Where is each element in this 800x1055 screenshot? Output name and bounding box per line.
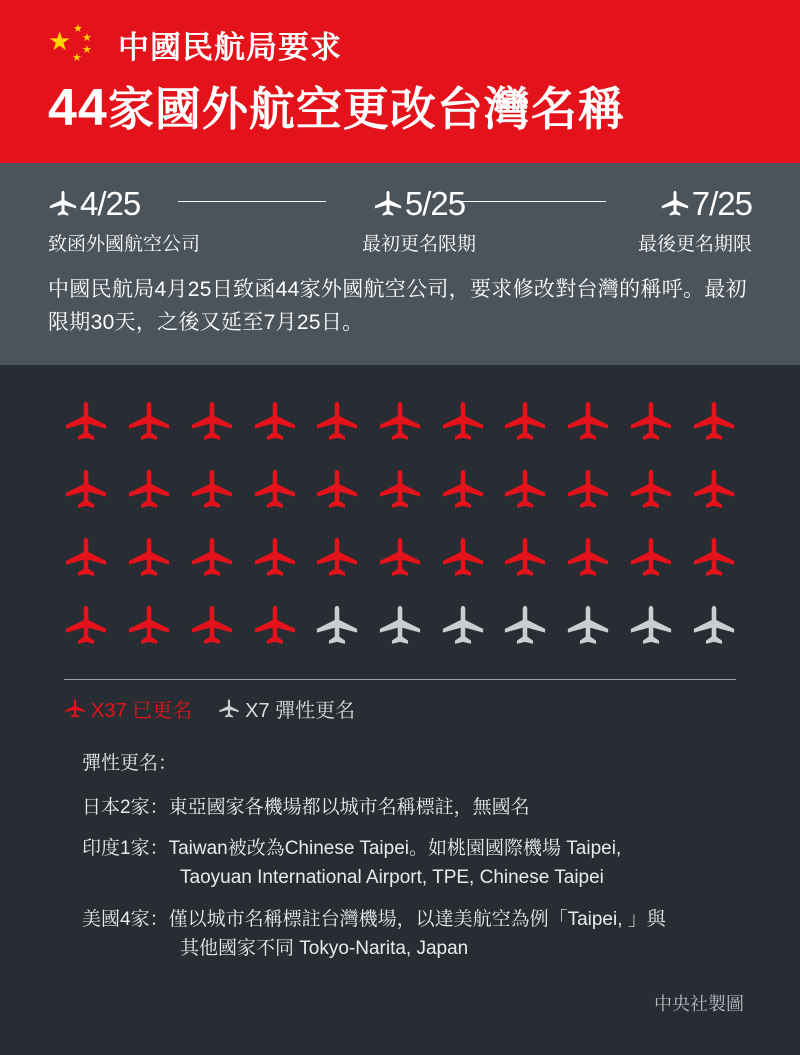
airplane-icon [64,698,86,720]
timeline-item-1-label: 致函外國航空公司 [48,234,201,255]
airplane-icon [126,399,172,445]
airplane-icon [502,399,548,445]
airplane-icon [314,603,360,649]
legend-flexible-label: X7 彈性更名 [245,700,356,723]
timeline-item-2 [362,185,476,256]
airplane-icon [660,189,690,219]
airplane-icon [565,603,611,649]
airplane-icon [691,399,737,445]
airplane-icon [565,399,611,445]
airplane-icon [691,467,737,513]
airplane-icon [691,603,737,649]
note-line-japan-main: 日本2家：東亞國家各機場都以城市名稱標註，無國名 [82,796,530,818]
airplane-icon [628,603,674,649]
legend-renamed-label: X37 已更名 [91,700,193,723]
page-title-number: 44 [48,79,108,137]
airplane-icon [252,399,298,445]
notes-section [0,723,800,964]
airplane-icon [252,535,298,581]
timeline-item-3-row [660,185,752,223]
airplane-icon [126,535,172,581]
airplane-icon [628,467,674,513]
airplane-icon [502,603,548,649]
airplane-icon [126,467,172,513]
airplane-icon [691,535,737,581]
plane-grid [58,399,742,649]
grid-divider [64,679,736,680]
note-line-usa-cont: 其他國家不同 Tokyo-Narita, Japan [180,938,469,960]
airplane-icon [189,603,235,649]
timeline-item-2-date: 5/25 [404,185,466,222]
timeline [48,185,752,256]
timeline-connector-1 [178,201,326,202]
legend-item-renamed [64,694,192,723]
airplane-icon [373,189,403,219]
timeline-item-1 [48,185,200,256]
airplane-icon [218,698,240,720]
airplane-icon [63,603,109,649]
airplane-icon [63,399,109,445]
airplane-icon [377,399,423,445]
airplane-icon [502,535,548,581]
airplane-icon [440,399,486,445]
note-line-usa-main: 美國4家：僅以城市名稱標註台灣機場，以達美航空為例「Taipei, 」與 [82,908,666,930]
notes-heading: 彈性更名： [82,753,178,775]
airplane-icon [189,535,235,581]
airplane-icon [252,467,298,513]
header [0,0,800,163]
timeline-description: 中國民航局4月25日致函44家外國航空公司，要求修改對台灣的稱呼。最初限期30天，之後又延至7月25日。 [48,278,747,334]
airplane-icon [440,535,486,581]
airplane-icon [628,399,674,445]
airplane-icon [502,467,548,513]
note-line-india-cont: Taoyuan International Airport, TPE, Chinese Taipei [180,867,604,889]
airplane-icon [628,535,674,581]
airplane-icon [377,535,423,581]
timeline-item-3-label: 最後更名期限 [637,234,752,255]
credit: 中央社製圖 [654,993,744,1014]
header-subtitle: 中國民航局要求 [118,30,342,65]
timeline-item-2-label: 最初更名限期 [361,234,476,255]
airplane-icon [252,603,298,649]
airplane-icon [377,467,423,513]
legend [64,694,742,723]
note-line-japan [82,793,742,822]
airplane-icon [63,467,109,513]
timeline-item-2-row [373,185,465,223]
timeline-item-3-date: 7/25 [691,185,752,222]
timeline-connector-2 [458,201,606,202]
timeline-band [0,163,800,365]
timeline-item-1-date: 4/25 [80,185,141,222]
airplane-icon [565,535,611,581]
airplane-icon [440,467,486,513]
header-top-row [48,22,766,67]
airplane-icon [440,603,486,649]
airplane-icon [126,603,172,649]
airplane-icon [189,399,235,445]
legend-item-flexible [218,694,355,723]
airplane-icon [63,535,109,581]
airplane-icon [314,399,360,445]
china-flag-stars-icon: ★ ★ ★ ★ ★ [48,22,92,64]
airplane-icon [314,535,360,581]
airplane-icon [565,467,611,513]
page-title [48,73,766,139]
airplane-icon [48,189,78,219]
timeline-item-1-row [48,185,140,223]
note-line-india-main: 印度1家：Taiwan被改為Chinese Taipei。如桃園國際機場 Taipei, [82,837,622,859]
timeline-item-3 [638,185,752,256]
airplane-icon [189,467,235,513]
airplane-icon [377,603,423,649]
note-line-india [82,834,742,893]
note-line-usa [82,905,742,964]
plane-grid-section [0,365,800,723]
airplane-icon [314,467,360,513]
page-title-rest: 家國外航空更改台灣名稱 [107,83,625,135]
